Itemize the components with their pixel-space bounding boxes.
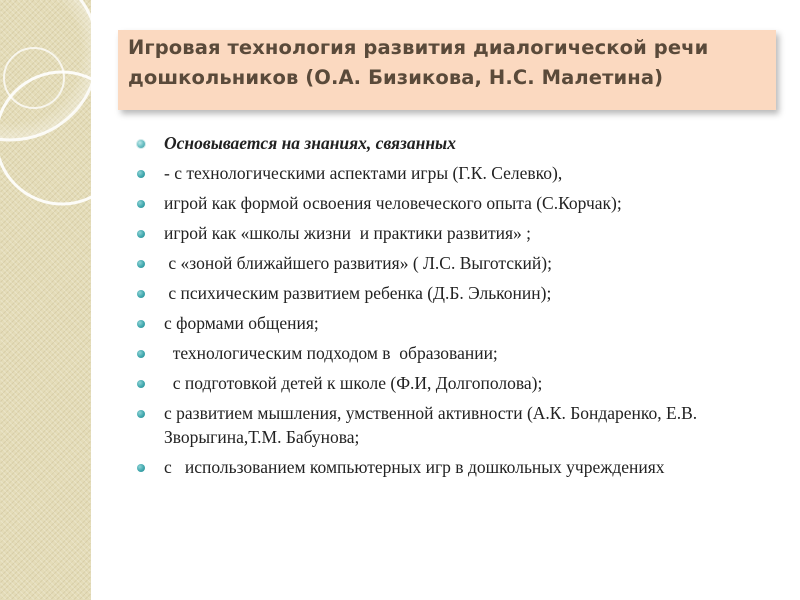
list-item — [136, 372, 766, 396]
teal-dot-icon — [137, 200, 145, 208]
list-item — [136, 192, 766, 216]
list-item — [136, 342, 766, 366]
list-item-text: игрой как формой освоения человеческого опыта (С.Корчак); — [164, 193, 622, 213]
list-item-text: с психическим развитием ребенка (Д.Б. Эльконин); — [164, 283, 552, 303]
list-item — [136, 222, 766, 246]
teal-dot-icon — [137, 320, 145, 328]
side-texture-band — [0, 0, 91, 600]
page-title: Игровая технология развития диалогической речи дошкольников (О.А. Бизикова, Н.С. Малетина) — [128, 36, 709, 89]
list-item-text: Основывается на знаниях, связанных — [164, 133, 456, 153]
list-item-text: с формами общения; — [164, 313, 319, 333]
list-item-text: - с технологическими аспектами игры (Г.К. Селевко), — [164, 163, 563, 183]
title-band — [118, 30, 776, 110]
teal-dot-icon — [137, 230, 145, 238]
bullet-list — [136, 132, 766, 486]
list-item — [136, 252, 766, 276]
list-item — [136, 282, 766, 306]
teal-dot-icon — [137, 140, 145, 148]
teal-dot-icon — [137, 350, 145, 358]
teal-dot-icon — [137, 290, 145, 298]
list-item-text: игрой как «школы жизни и практики развития» ; — [164, 223, 531, 243]
list-item-text: с развитием мышления, умственной активности (А.К. Бондаренко, Е.В. Зворыгина,Т.М. Бабунова; — [164, 403, 698, 447]
list-item — [136, 132, 766, 156]
list-item — [136, 162, 766, 186]
teal-dot-icon — [137, 170, 145, 178]
list-item-text: технологическим подходом в образовании; — [164, 343, 498, 363]
teal-dot-icon — [137, 260, 145, 268]
teal-dot-icon — [137, 410, 145, 418]
list-item — [136, 402, 766, 449]
list-item-text: с «зоной ближайшего развития» ( Л.С. Выготский); — [164, 253, 552, 273]
list-item-text: с подготовкой детей к школе (Ф.И, Долгополова); — [164, 373, 543, 393]
teal-dot-icon — [137, 380, 145, 388]
teal-dot-icon — [137, 464, 145, 472]
list-item — [136, 312, 766, 336]
list-item-text: с использованием компьютерных игр в дошкольных учреждениях — [164, 456, 665, 477]
list-item — [136, 456, 766, 480]
